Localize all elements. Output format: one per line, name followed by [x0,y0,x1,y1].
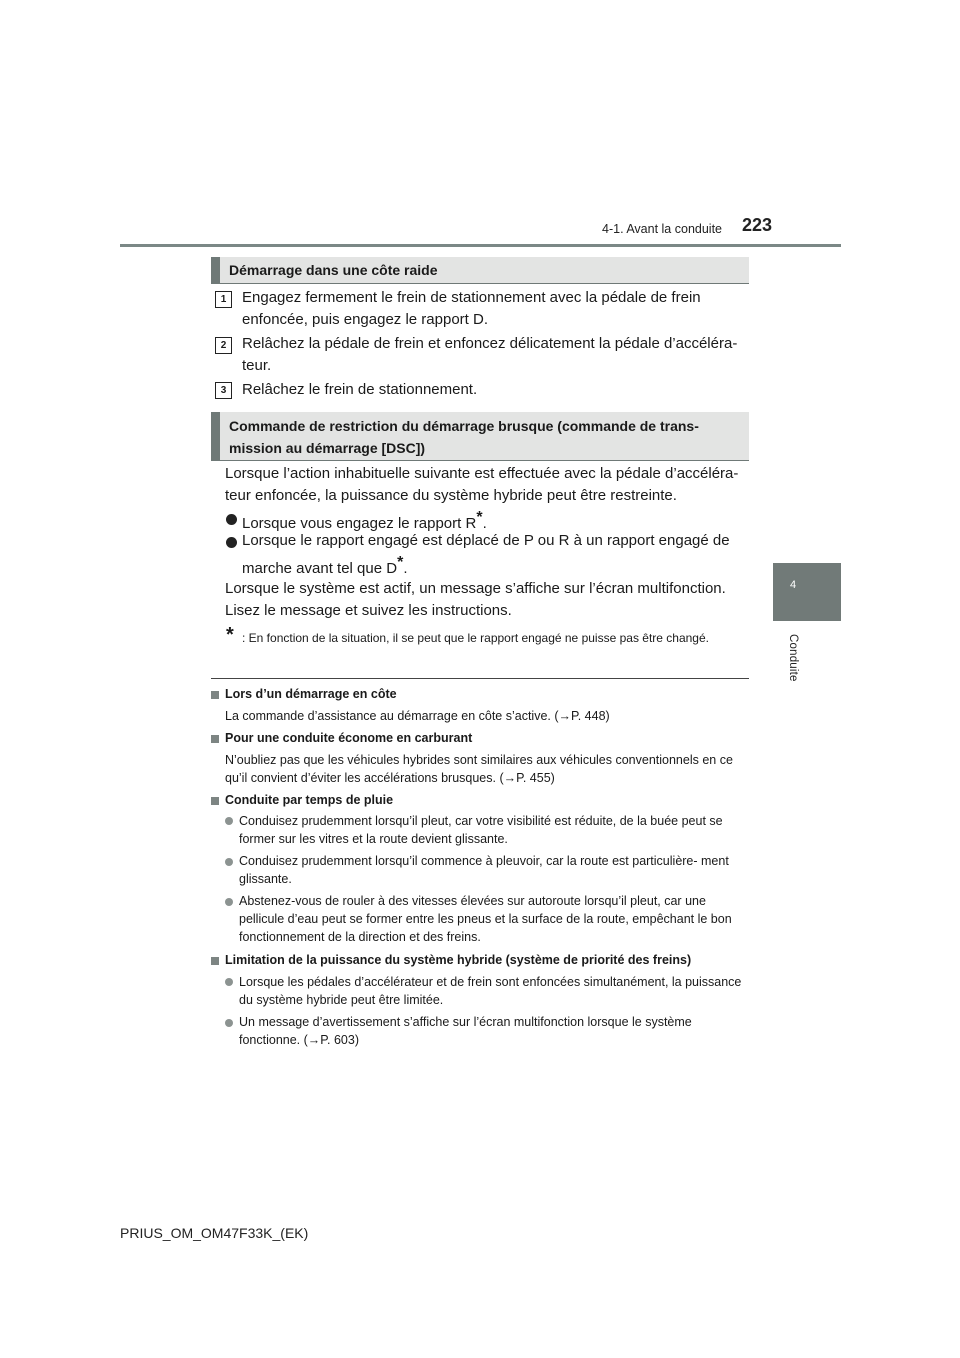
header-section-title: 4-1. Avant la conduite [602,222,722,236]
step-number-3: 3 [215,382,232,399]
dsc-para-line2: Lisez le message et suivez les instructions. [225,602,512,619]
note-star: * [226,624,234,646]
step-1-line1: Engagez fermement le frein de stationnement avec la pédale de frein [242,289,701,306]
rain-item-2: Conduisez prudemment lorsqu’il commence à pleuvoir, car la route est particulière- ment glissante. [239,854,729,886]
bullet-dot [225,817,233,825]
step-number-1: 1 [215,291,232,308]
bullet-dot [225,898,233,906]
bullet-dot [226,537,237,548]
period: . [482,515,487,532]
info-title-eco-driving: Pour une conduite économe en carburant [225,731,473,745]
step-2-line2: teur. [242,357,272,374]
period: . [403,560,408,577]
dsc-bullet-2-line1: Lorsque le rapport engagé est déplacé de P ou R à un rapport engagé de [242,532,730,549]
info-title-hill-start: Lors d’un démarrage en côte [225,687,397,701]
info-text-eco-driving: N’oubliez pas que les véhicules hybrides sont similaires aux véhicules conventionnels en ce qu’il convient d’éviter les accélérations brusques. (→P. 455) [225,753,733,785]
info-square-marker [211,735,219,743]
step-1-text [242,287,747,309]
dsc-para-line1: Lorsque le système est actif, un message s’affiche sur l’écran multifonction. [225,580,726,597]
dsc-bullet-2-text: marche avant tel que D [242,560,398,577]
info-title-brake-priority: Limitation de la puissance du système hybride (système de priorité des freins) [225,953,692,967]
section-heading-dsc-line1: Commande de restriction du démarrage brusque (commande de trans- [229,418,699,434]
info-square-marker [211,797,219,805]
chapter-tab [773,563,841,621]
step-2-line1: Relâchez la pédale de frein et enfoncez délicatement la pédale d’accéléra- [242,335,738,352]
footnote-star: * [397,554,404,571]
section-heading-dsc-line2: mission au démarrage [DSC]) [229,440,426,456]
section-heading-rule [211,283,749,284]
bullet-dot [226,514,237,525]
info-title-rain: Conduite par temps de pluie [225,793,394,807]
section-heading-dsc [211,412,749,460]
footnote-star: * [476,509,483,526]
info-text-hill-start: La commande d’assistance au démarrage en côte s’active. (→P. 448) [225,709,610,723]
page-number: 223 [742,215,773,235]
rain-item-3: Abstenez-vous de rouler à des vitesses élevées sur autoroute lorsqu’il pleut, car une pellicule d’eau peut se former entre les pneus et la surface de la route, empêchant le bon fonctionnement de la direction et des freins. [239,894,732,944]
document-id: PRIUS_OM_OM47F33K_(EK) [120,1225,309,1241]
step-number-2: 2 [215,337,232,354]
step-3-line1: Relâchez le frein de stationnement. [242,381,478,398]
brake-priority-item-2: Un message d’avertissement s’affiche sur l’écran multifonction lorsque le système fonctionne. (→P. 603) [239,1015,692,1047]
step-1-line2: enfoncée, puis engagez le rapport D. [242,311,488,328]
chapter-number: 4 [790,579,797,591]
dsc-intro-line1: Lorsque l’action inhabituelle suivante est effectuée avec la pédale d’accéléra- [225,465,739,482]
dsc-bullet-2-line2 [242,552,747,580]
chapter-label: Conduite [787,634,799,682]
rain-item-1: Conduisez prudemment lorsqu’il pleut, car votre visibilité est réduite, de la buée peut se former sur les vitres et la route devient glissante. [239,814,723,846]
bullet-dot [225,1019,233,1027]
bullet-dot [225,978,233,986]
footnote-text: : En fonction de la situation, il se peut que le rapport engagé ne puisse pas être changé. [242,631,709,645]
bullet-dot [225,858,233,866]
info-square-marker [211,691,219,699]
header-rule [120,244,841,247]
dsc-intro-line2: teur enfoncée, la puissance du système hybride peut être restreinte. [225,487,677,504]
section-heading-hill-start: Démarrage dans une côte raide [211,257,749,283]
info-square-marker [211,957,219,965]
section-heading-rule [211,460,749,461]
dsc-bullet-1-text: Lorsque vous engagez le rapport R [242,515,477,532]
brake-priority-item-1: Lorsque les pédales d’accélérateur et de frein sont enfoncées simultanément, la puissance du système hybride peut être limitée. [239,975,742,1007]
section-divider [211,678,749,679]
